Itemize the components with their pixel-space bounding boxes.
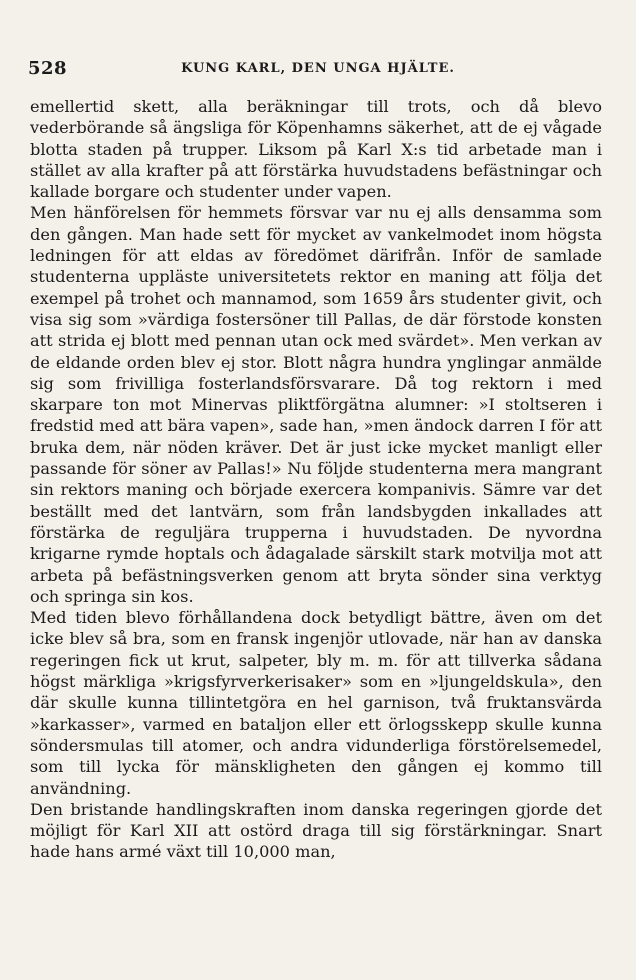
page-header: [24, 58, 612, 86]
body-text: [30, 96, 602, 863]
paragraph-conditions-improved: Med tiden blevo förhållandena dock betydligt bättre, även om det icke blev så bra, som en fransk ingenjör utlovade, när han av danska regeringen fick ut krut, salpeter, bly m. m. för att tillverka sådana högst märkliga »krigsfyrverkerisaker» som en »ljungeldskula», den där skulle kunna tillintetgöra en hel garnison, två fruktansvärda »karkasser», varmed en bataljon eller ett örlogsskepp skulle kunna söndersmulas till atomer, och andra vidunderliga förstörelsemedel, som till lycka för mänskligheten den gången ej kommo till användning.: [30, 608, 602, 798]
paragraph-continued: emellertid skett, alla beräkningar till trots, och då blevo vederbörande så ängsliga för Köpenhamns säkerhet, att de ej vågade blotta staden på trupper. Liksom på Karl X:s tid arbetade man i stället av alla krafter på att förstärka huvudstadens befästningar och kallade borgare och studenter under vapen.: [30, 97, 602, 202]
page-number: 528: [28, 58, 68, 79]
paragraph-lacking-action: Den bristande handlingskraften inom danska regeringen gjorde det möjligt för Karl XII att ostörd draga till sig förstärkningar. Snart hade hans armé växt till 10,000 man,: [30, 799, 602, 862]
paragraph-defense-enthusiasm: Men hänförelsen för hemmets försvar var nu ej alls densamma som den gången. Man hade sett för mycket av vankelmodet inom högsta ledningen för att eldas av föredömet därifrån. Inför de samlade studenterna uppläste universitetets rektor en maning att följa det exempel på trohet och mannamod, som 1659 års studenter givit, och visa sig som »värdiga fostersöner till Pallas, de där förstode konsten att strida ej blott med pennan utan ock med svärdet». Men verkan av de eldande orden blev ej stor. Blott några hundra ynglingar anmälde sig som frivilliga fosterlandsförsvarare. Då tog rektorn i med skarpare ton mot Minervas pliktförgätna alumner: »I stoltseren i fredstid med att bära vapen», sade han, »men ändock darren I för att bruka dem, när nöden kräver. Det är just icke mycket manligt eller passande för söner av Pallas!» Nu följde studenterna mera mangrant sin rektors maning och började exercera kompanivis. Sämre var det beställt med det lantvärn, som från landsbygden inkallades att förstärka de reguljära trupperna i huvudstaden. De nyvordna krigarne rymde hoptals och ådagalade särskilt stark motvilja mot att arbeta på befästningsverken genom att bryta sönder sina verktyg och springa sin kos.: [30, 203, 602, 606]
running-title: KUNG KARL, DEN UNGA HJÄLTE.: [181, 61, 455, 76]
